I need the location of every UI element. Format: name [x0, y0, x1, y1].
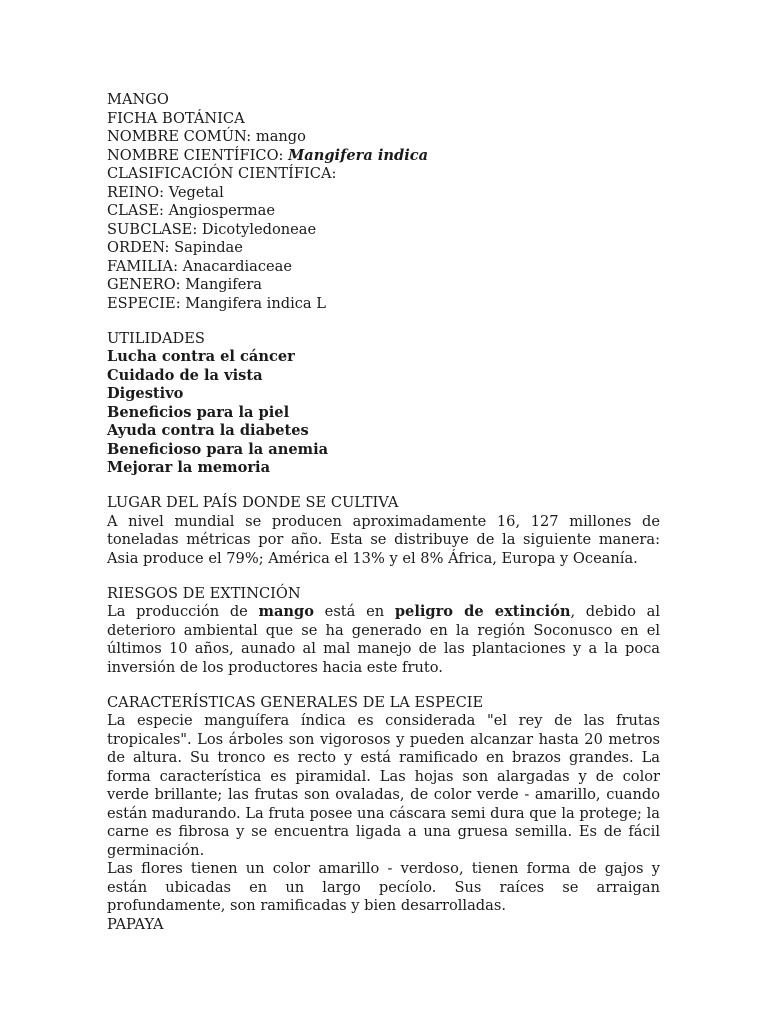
scientific-name-line — [107, 147, 660, 166]
taxonomy-genero: GENERO: Mangifera — [107, 276, 263, 293]
riesgos-bold-peligro: peligro de extinción — [394, 603, 571, 620]
common-name-line — [107, 128, 660, 147]
utilidad-item: Digestivo — [107, 385, 184, 402]
utilidad-item: Mejorar la memoria — [107, 459, 271, 476]
spacer — [107, 313, 660, 330]
utilidad-item: Beneficios para la piel — [107, 403, 290, 421]
common-name-label: NOMBRE COMÚN: — [107, 128, 252, 145]
utilidad-item: Ayuda contra la diabetes — [107, 422, 309, 439]
lugar-heading: LUGAR DEL PAÍS DONDE SE CULTIVA — [107, 494, 399, 511]
scientific-name-label: NOMBRE CIENTÍFICO: — [107, 146, 289, 164]
common-name-value: mango — [251, 128, 306, 145]
taxonomy-reino: REINO: Vegetal — [107, 183, 224, 201]
document-subtitle: FICHA BOTÁNICA — [107, 109, 245, 127]
lugar-paragraph: A nivel mundial se producen aproximadamente 16, 127 millones de toneladas métricas por año. Esta se distribuye de la siguiente manera: Asia produce el 79%; América el 13% y el 8% África, Europa y Oceanía. — [107, 512, 660, 567]
caracteristicas-heading: CARACTERÍSTICAS GENERALES DE LA ESPECIE — [107, 693, 484, 711]
document-title: MANGO — [107, 91, 169, 108]
riesgos-paragraph — [107, 603, 660, 677]
document-page — [107, 91, 660, 934]
classification-heading: CLASIFICACIÓN CIENTÍFICA: — [107, 165, 337, 182]
riesgos-bold-mango: mango — [258, 603, 314, 620]
riesgos-heading: RIESGOS DE EXTINCIÓN — [107, 584, 301, 602]
spacer — [107, 478, 660, 495]
utilidad-item: Lucha contra el cáncer — [107, 348, 295, 365]
next-section-heading: PAPAYA — [107, 915, 164, 933]
utilidades-heading: UTILIDADES — [107, 329, 205, 347]
caracteristicas-paragraph-2: Las flores tienen un color amarillo - verdoso, tienen forma de gajos y están ubicadas en un largo pecíolo. Sus raíces se arraigan profundamente, son ramificadas y bien desarrolladas. — [107, 860, 660, 914]
taxonomy-subclase: SUBCLASE: Dicotyledoneae — [107, 220, 317, 238]
caracteristicas-body — [107, 712, 660, 916]
taxonomy-orden: ORDEN: Sapindae — [107, 239, 243, 256]
caracteristicas-paragraph-1: La especie manguífera índica es considerada "el rey de las frutas tropicales". Los árboles son vigorosos y pueden alcanzar hasta 20 metros de altura. Su tronco es recto y está ramificado en brazos grandes. La forma característica es piramidal. Las hojas son alargadas y de color verde brillante; las frutas son ovaladas, de color verde - amarillo, cuando están madurando. La fruta posee una cáscara semi dura que la protege; la carne es fibrosa y se encuentra ligada a una gruesa semilla. Es de fácil germinación. — [107, 712, 660, 859]
riesgos-text: está en — [313, 603, 395, 620]
spacer — [107, 677, 660, 694]
riesgos-text: La producción de — [107, 603, 259, 620]
utilidad-item: Cuidado de la vista — [107, 366, 263, 384]
scientific-name-value: Mangifera indica — [288, 146, 429, 164]
riesgos-text: , debido al deterioro ambiental que se ha generado en la región Soconusco en el últimos 10 años, aunado al mal manejo de las plantaciones y a la poca inversión de los productores hacia este fruto. — [107, 603, 660, 676]
taxonomy-clase: CLASE: Angiospermae — [107, 202, 275, 219]
utilidad-item: Beneficioso para la anemia — [107, 440, 329, 458]
spacer — [107, 568, 660, 585]
taxonomy-especie: ESPECIE: Mangifera indica L — [107, 294, 326, 312]
taxonomy-familia: FAMILIA: Anacardiaceae — [107, 257, 293, 275]
